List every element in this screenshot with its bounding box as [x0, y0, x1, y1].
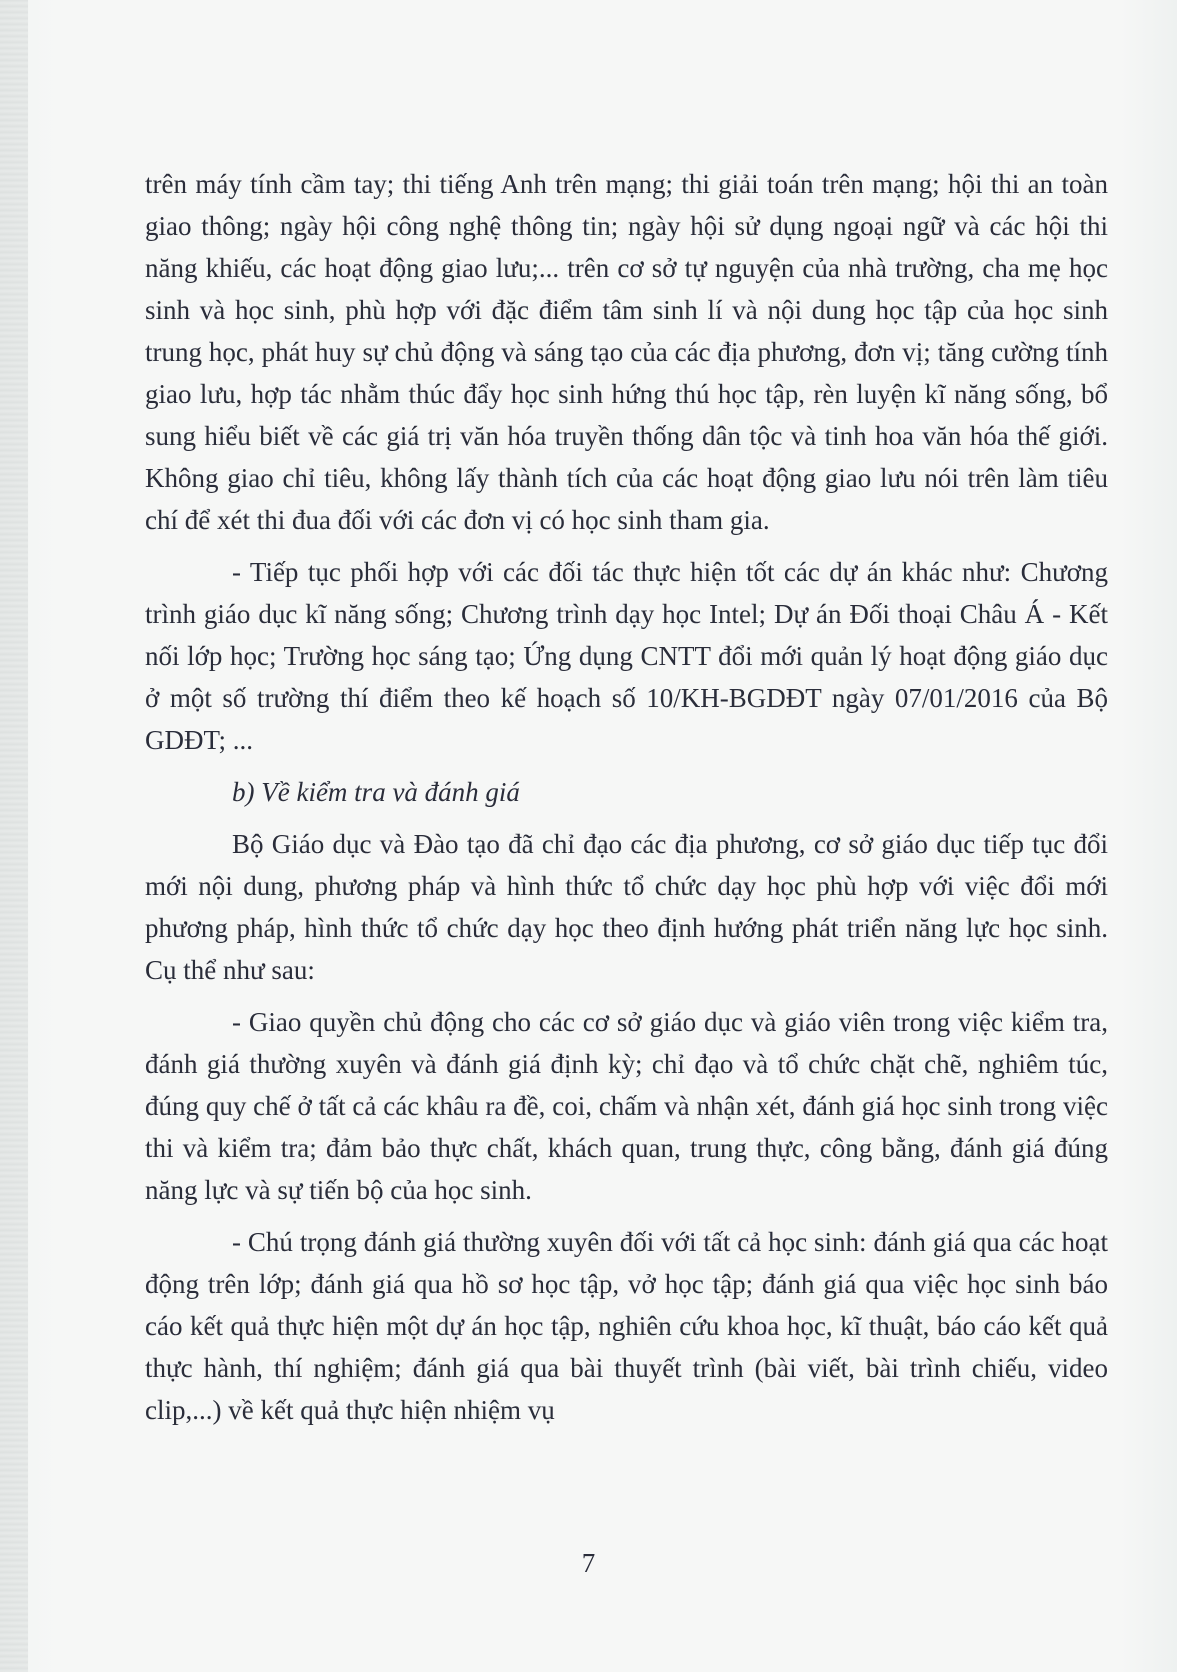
paragraph-partners: - Tiếp tục phối hợp với các đối tác thực hiện tốt các dự án khác như: Chương trình giáo dục kĩ năng sống; Chương trình dạy học Intel; Dự án Đối thoại Châu Á - Kết nối lớp học; Trường học sáng tạo; Ứng dụng CNTT đổi mới quản lý hoạt động giáo dục ở một số trường thí điểm theo kế hoạch số 10/KH-BGDĐT ngày 07/01/2016 của Bộ GDĐT; ... — [145, 557, 1108, 755]
paragraph-assessment-intro: Bộ Giáo dục và Đào tạo đã chỉ đạo các địa phương, cơ sở giáo dục tiếp tục đổi mới nội dung, phương pháp và hình thức tổ chức dạy học phù hợp với việc đổi mới phương pháp, hình thức tổ chức dạy học theo định hướng phát triển năng lực học sinh. Cụ thể như sau: — [145, 829, 1108, 985]
section-heading: b) Về kiểm tra và đánh giá — [232, 777, 520, 807]
paragraph-autonomy: - Giao quyền chủ động cho các cơ sở giáo dục và giáo viên trong việc kiểm tra, đánh giá thường xuyên và đánh giá định kỳ; chỉ đạo và tổ chức chặt chẽ, nghiêm túc, đúng quy chế ở tất cả các khâu ra đề, coi, chấm và nhận xét, đánh giá học sinh trong việc thi và kiểm tra; đảm bảo thực chất, khách quan, trung thực, công bằng, đánh giá đúng năng lực và sự tiến bộ của học sinh. — [145, 1007, 1108, 1205]
body-text — [145, 163, 1108, 1431]
paragraph-regular-assessment: - Chú trọng đánh giá thường xuyên đối với tất cả học sinh: đánh giá qua các hoạt động trên lớp; đánh giá qua hồ sơ học tập, vở học tập; đánh giá qua việc học sinh báo cáo kết quả thực hiện một dự án học tập, nghiên cứu khoa học, kĩ thuật, báo cáo kết quả thực hành, thí nghiệm; đánh giá qua bài thuyết trình (bài viết, bài trình chiếu, video clip,...) về kết quả thực hiện nhiệm vụ — [145, 1227, 1108, 1425]
paragraph-continued: trên máy tính cầm tay; thi tiếng Anh trên mạng; thi giải toán trên mạng; hội thi an toàn giao thông; ngày hội công nghệ thông tin; ngày hội sử dụng ngoại ngữ và các hội thi năng khiếu, các hoạt động giao lưu;... trên cơ sở tự nguyện của nhà trường, cha mẹ học sinh và học sinh, phù hợp với đặc điểm tâm sinh lí và nội dung học tập của học sinh trung học, phát huy sự chủ động và sáng tạo của các địa phương, đơn vị; tăng cường tính giao lưu, hợp tác nhằm thúc đẩy học sinh hứng thú học tập, rèn luyện kĩ năng sống, bổ sung hiểu biết về các giá trị văn hóa truyền thống dân tộc và tinh hoa văn hóa thế giới. Không giao chỉ tiêu, không lấy thành tích của các hoạt động giao lưu nói trên làm tiêu chí để xét thi đua đối với các đơn vị có học sinh tham gia. — [145, 169, 1108, 535]
page-number: 7 — [581, 1548, 596, 1578]
scan-edge — [0, 0, 28, 1672]
